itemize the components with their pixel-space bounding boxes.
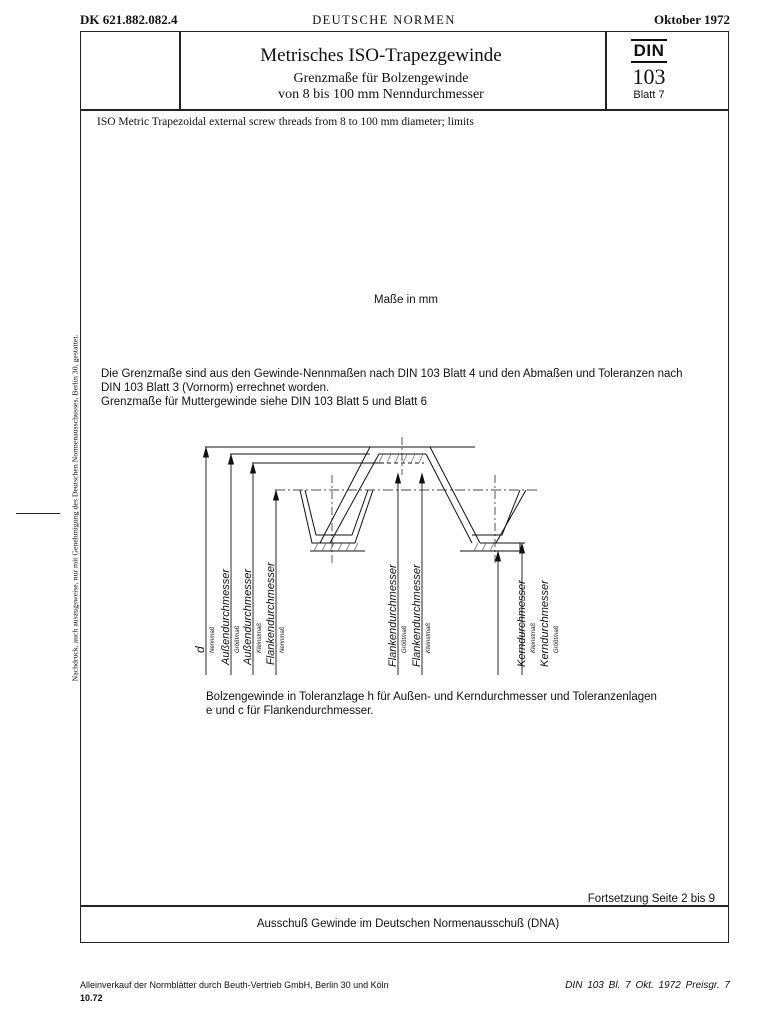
footer-code: 10.72 bbox=[80, 993, 103, 1003]
units-note: Maße in mm bbox=[374, 294, 438, 306]
label-d-nominal-sub: Nennmaß bbox=[210, 626, 216, 653]
body-paragraph-line-1: Die Grenzmaße sind aus den Gewinde-Nennmaßen nach DIN 103 Blatt 4 und den Abmaßen und Toleranzen nach bbox=[101, 368, 683, 380]
publisher-name: DEUTSCHE NORMEN bbox=[312, 13, 456, 27]
din-sheet: Blatt 7 bbox=[633, 89, 665, 101]
footer-reference: DIN 103 Bl. 7 Okt. 1972 Preisgr. 7 bbox=[565, 980, 730, 991]
label-pitch-max: Flankendurchmesser bbox=[387, 564, 399, 667]
din-logo: DIN bbox=[631, 39, 667, 63]
label-pitch-nominal-sub: Nennmaß bbox=[280, 626, 286, 653]
label-core-max: Kerndurchmesser bbox=[539, 580, 551, 667]
label-d-nominal: d bbox=[193, 646, 207, 653]
label-pitch-nominal: Flankendurchmesser bbox=[265, 562, 277, 665]
continuation-note: Fortsetzung Seite 2 bis 9 bbox=[587, 893, 715, 905]
copyright-side-note-text: Nachdruck, auch auszugsweise, nur mit Genehmigung des Deutschen Normenausschusses, Berlin 30, gestattet. bbox=[70, 334, 80, 682]
label-outer-min: Außendurchmesser bbox=[242, 569, 254, 665]
committee-note: Ausschuß Gewinde im Deutschen Normenausschuß (DNA) bbox=[256, 918, 560, 930]
english-title: ISO Metric Trapezoidal external screw threads from 8 to 100 mm diameter; limits bbox=[97, 116, 474, 128]
publication-date: Oktober 1972 bbox=[654, 12, 730, 27]
diagram-caption-line-1: Bolzengewinde in Toleranzlage h für Außen- und Kerndurchmesser und Toleranzenlagen bbox=[206, 691, 657, 703]
diagram-caption-line-2: e und c für Flankendurchmesser. bbox=[206, 705, 374, 717]
body-paragraph-line-2: DIN 103 Blatt 3 (Vornorm) errechnet worden. bbox=[101, 382, 330, 394]
document-subtitle-2: von 8 bis 100 mm Nenndurchmesser bbox=[278, 87, 484, 102]
dimension-labels bbox=[193, 561, 560, 667]
label-core-max-sub: Größtmaß bbox=[554, 625, 560, 653]
document-subtitle-1: Grenzmaße für Bolzengewinde bbox=[293, 71, 469, 86]
document-title: Metrisches ISO-Trapezgewinde bbox=[260, 45, 502, 66]
label-pitch-max-sub: Größtmaß bbox=[402, 625, 408, 653]
label-pitch-min: Flankendurchmesser bbox=[411, 564, 423, 667]
title-divider-bottom bbox=[80, 109, 729, 111]
footer-divider bbox=[80, 905, 729, 907]
body-paragraph-reference: Grenzmaße für Muttergewinde siehe DIN 103 Blatt 5 und Blatt 6 bbox=[101, 396, 427, 408]
din-number: 103 bbox=[632, 64, 666, 89]
label-outer-max-sub: Größtmaß bbox=[235, 625, 241, 653]
footer-sales-note: Alleinverkauf der Normblätter durch Beuth-Vertrieb GmbH, Berlin 30 und Köln bbox=[80, 980, 389, 990]
dk-number: DK 621.882.082.4 bbox=[80, 12, 178, 27]
thread-profile-diagram bbox=[180, 435, 600, 680]
label-outer-max: Außendurchmesser bbox=[220, 569, 232, 665]
margin-mark bbox=[16, 513, 60, 514]
label-outer-min-sub: Kleinstmaß bbox=[257, 622, 263, 653]
label-core-min-sub: Kleinstmaß bbox=[531, 622, 537, 653]
label-core-min: Kerndurchmesser bbox=[516, 580, 528, 667]
label-pitch-min-sub: Kleinstmaß bbox=[426, 622, 432, 653]
